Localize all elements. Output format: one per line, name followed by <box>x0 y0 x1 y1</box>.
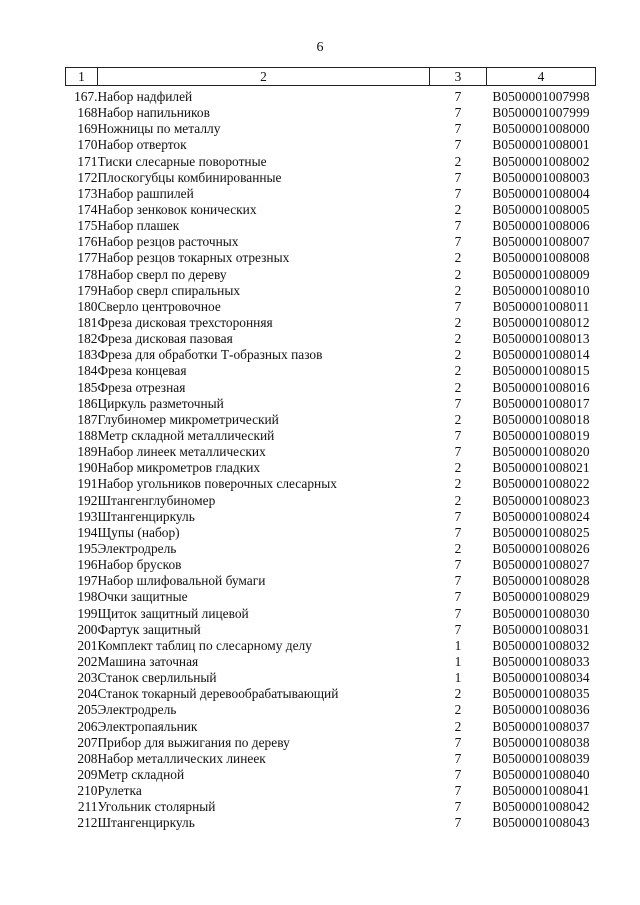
table-row <box>66 654 596 670</box>
item-quantity: 7 <box>454 605 462 621</box>
table-row <box>66 622 596 638</box>
row-number: 189 <box>77 444 98 460</box>
row-number: 208 <box>77 750 98 766</box>
row-number: 167. <box>74 89 98 105</box>
table-row <box>66 234 596 250</box>
item-name: Фартук защитный <box>97 621 201 637</box>
row-number: 176 <box>77 234 98 250</box>
row-number: 183 <box>77 347 98 363</box>
item-name: Плоскогубцы комбинированные <box>97 169 282 185</box>
column-header-code: 4 <box>487 68 596 86</box>
item-name: Комплект таблиц по слесарному делу <box>97 637 312 653</box>
table-row <box>66 638 596 654</box>
row-number: 184 <box>77 363 98 379</box>
table-row <box>66 170 596 186</box>
table-row <box>66 363 596 379</box>
row-number: 200 <box>77 621 98 637</box>
item-name: Набор рашпилей <box>97 185 194 201</box>
item-quantity: 2 <box>454 411 462 427</box>
row-number: 191 <box>77 476 98 492</box>
item-quantity: 2 <box>454 331 462 347</box>
table-row <box>66 718 596 734</box>
table-row <box>66 573 596 589</box>
row-number: 179 <box>77 282 98 298</box>
row-number: 170 <box>77 137 98 153</box>
item-code: B0500001008036 <box>492 702 590 718</box>
item-name: Штангенциркуль <box>97 815 195 831</box>
item-code: B0500001008010 <box>492 282 590 298</box>
item-quantity: 2 <box>454 266 462 282</box>
item-code: B0500001008022 <box>492 476 590 492</box>
item-quantity: 2 <box>454 363 462 379</box>
row-number: 177 <box>77 250 98 266</box>
table-row <box>66 783 596 799</box>
item-code: B0500001008001 <box>492 137 590 153</box>
item-code: B0500001008004 <box>492 185 590 201</box>
item-name: Набор напильников <box>97 105 210 121</box>
item-code: B0500001008028 <box>492 573 590 589</box>
table-row <box>66 347 596 363</box>
item-code: B0500001008042 <box>492 799 590 815</box>
row-number: 205 <box>77 702 98 718</box>
item-quantity: 2 <box>454 460 462 476</box>
item-quantity: 2 <box>454 315 462 331</box>
table-row <box>66 412 596 428</box>
row-number: 181 <box>77 315 98 331</box>
table-row <box>66 670 596 686</box>
item-name: Сверло центровочное <box>97 298 221 314</box>
item-quantity: 7 <box>454 557 462 573</box>
item-quantity: 2 <box>454 347 462 363</box>
table-row <box>66 331 596 347</box>
table-row <box>66 86 596 106</box>
table-row <box>66 444 596 460</box>
item-code: B0500001007998 <box>492 89 590 105</box>
item-quantity: 7 <box>454 573 462 589</box>
item-quantity: 7 <box>454 218 462 234</box>
row-number: 197 <box>77 573 98 589</box>
item-code: B0500001008043 <box>492 815 590 831</box>
table-row <box>66 154 596 170</box>
item-code: B0500001008015 <box>492 363 590 379</box>
item-code: B0500001008033 <box>492 653 590 669</box>
table-row <box>66 815 596 831</box>
item-quantity: 7 <box>454 169 462 185</box>
row-number: 185 <box>77 379 98 395</box>
item-name: Фреза дисковая трехсторонняя <box>97 315 273 331</box>
item-code: B0500001008037 <box>492 718 590 734</box>
row-number: 210 <box>77 783 98 799</box>
item-quantity: 2 <box>454 686 462 702</box>
row-number: 202 <box>77 653 98 669</box>
table-row <box>66 525 596 541</box>
item-code: B0500001008039 <box>492 750 590 766</box>
column-header-quantity: 3 <box>430 68 487 86</box>
item-quantity: 2 <box>454 541 462 556</box>
item-name: Электродрель <box>97 541 177 556</box>
item-quantity: 7 <box>454 428 462 444</box>
item-name: Угольник столярный <box>97 799 216 815</box>
table-row <box>66 509 596 525</box>
table-row <box>66 735 596 751</box>
row-number: 204 <box>77 686 98 702</box>
item-name: Щиток защитный лицевой <box>97 605 249 621</box>
item-name: Метр складной металлический <box>97 428 275 444</box>
item-quantity: 7 <box>454 137 462 153</box>
item-code: B0500001008018 <box>492 411 590 427</box>
table-row <box>66 250 596 266</box>
item-code: B0500001008019 <box>492 428 590 444</box>
table-row <box>66 460 596 476</box>
item-name: Набор сверл спиральных <box>97 282 241 298</box>
item-name: Станок сверлильный <box>97 670 217 686</box>
item-quantity: 7 <box>454 121 462 137</box>
row-number: 192 <box>77 492 98 508</box>
table-row <box>66 751 596 767</box>
row-number: 180 <box>77 298 98 314</box>
item-code: B0500001008009 <box>492 266 590 282</box>
table-row <box>66 541 596 557</box>
item-code: B0500001008011 <box>492 298 590 314</box>
item-code: B0500001007999 <box>492 105 590 121</box>
table-row <box>66 380 596 396</box>
row-number: 168 <box>77 105 98 121</box>
table-row <box>66 137 596 153</box>
row-number: 209 <box>77 766 98 782</box>
item-name: Набор плашек <box>97 218 180 234</box>
item-code: B0500001008024 <box>492 508 590 524</box>
item-quantity: 7 <box>454 524 462 540</box>
row-number: 193 <box>77 508 98 524</box>
item-name: Набор брусков <box>97 557 182 573</box>
item-code: B0500001008005 <box>492 202 590 218</box>
item-name: Машина заточная <box>97 653 199 669</box>
item-name: Набор металлических линеек <box>97 750 266 766</box>
table-row <box>66 686 596 702</box>
item-name: Штангенциркуль <box>97 508 195 524</box>
row-number: 194 <box>77 524 98 540</box>
item-quantity: 1 <box>454 637 462 653</box>
item-name: Прибор для выжигания по дереву <box>97 734 290 750</box>
table-row <box>66 799 596 815</box>
item-quantity: 7 <box>454 395 462 411</box>
row-number: 199 <box>77 605 98 621</box>
item-quantity: 2 <box>454 492 462 508</box>
row-number: 175 <box>77 218 98 234</box>
row-number: 182 <box>77 331 98 347</box>
item-quantity: 7 <box>454 508 462 524</box>
table-row <box>66 767 596 783</box>
item-quantity: 7 <box>454 734 462 750</box>
table-row <box>66 283 596 299</box>
item-quantity: 7 <box>454 783 462 799</box>
row-number: 212 <box>77 815 98 831</box>
row-number: 186 <box>77 395 98 411</box>
row-number: 188 <box>77 428 98 444</box>
item-quantity: 1 <box>454 653 462 669</box>
item-code: B0500001008040 <box>492 766 590 782</box>
table-row <box>66 702 596 718</box>
item-code: B0500001008029 <box>492 589 590 605</box>
row-number: 187 <box>77 411 98 427</box>
item-code: B0500001008008 <box>492 250 590 266</box>
item-name: Набор надфилей <box>97 89 193 105</box>
item-quantity: 1 <box>454 670 462 686</box>
row-number: 195 <box>77 541 98 556</box>
item-name: Рулетка <box>97 783 142 799</box>
row-number: 203 <box>77 670 98 686</box>
items-table <box>65 67 596 831</box>
row-number: 169 <box>77 121 98 137</box>
item-name: Набор микрометров гладких <box>97 460 261 476</box>
item-quantity: 7 <box>454 105 462 121</box>
item-name: Электродрель <box>97 702 177 718</box>
table-row <box>66 557 596 573</box>
item-code: B0500001008026 <box>492 541 590 556</box>
item-quantity: 2 <box>454 153 462 169</box>
row-number: 190 <box>77 460 98 476</box>
item-name: Набор отверток <box>97 137 187 153</box>
row-number: 174 <box>77 202 98 218</box>
item-quantity: 2 <box>454 476 462 492</box>
row-number: 173 <box>77 185 98 201</box>
item-name: Глубиномер микрометрический <box>97 411 279 427</box>
table-row <box>66 299 596 315</box>
item-name: Ножницы по металлу <box>97 121 221 137</box>
item-name: Станок токарный деревообрабатывающий <box>97 686 339 702</box>
table-row <box>66 606 596 622</box>
item-quantity: 7 <box>454 234 462 250</box>
item-code: B0500001008006 <box>492 218 590 234</box>
item-quantity: 7 <box>454 815 462 831</box>
row-number: 201 <box>77 637 98 653</box>
item-name: Набор зенковок конических <box>97 202 257 218</box>
table-row <box>66 396 596 412</box>
item-code: B0500001008027 <box>492 557 590 573</box>
item-name: Метр складной <box>97 766 185 782</box>
table-row <box>66 218 596 234</box>
item-quantity: 7 <box>454 766 462 782</box>
row-number: 171 <box>77 153 98 169</box>
item-code: B0500001008034 <box>492 670 590 686</box>
item-name: Фреза отрезная <box>97 379 186 395</box>
item-code: B0500001008035 <box>492 686 590 702</box>
row-number: 172 <box>77 169 98 185</box>
item-name: Фреза дисковая пазовая <box>97 331 233 347</box>
table-row <box>66 105 596 121</box>
item-code: B0500001008000 <box>492 121 590 137</box>
item-quantity: 7 <box>454 185 462 201</box>
item-quantity: 7 <box>454 444 462 460</box>
item-code: B0500001008007 <box>492 234 590 250</box>
table-row <box>66 476 596 492</box>
row-number: 207 <box>77 734 98 750</box>
item-code: B0500001008003 <box>492 169 590 185</box>
item-code: B0500001008023 <box>492 492 590 508</box>
item-code: B0500001008016 <box>492 379 590 395</box>
item-name: Щупы (набор) <box>97 524 180 540</box>
item-name: Фреза для обработки Т-образных пазов <box>97 347 323 363</box>
item-name: Штангенглубиномер <box>97 492 216 508</box>
item-quantity: 7 <box>454 799 462 815</box>
table-row <box>66 202 596 218</box>
column-header-number: 1 <box>66 68 98 86</box>
table-row <box>66 493 596 509</box>
item-name: Набор шлифовальной бумаги <box>97 573 266 589</box>
item-name: Тиски слесарные поворотные <box>97 153 267 169</box>
item-code: B0500001008012 <box>492 315 590 331</box>
item-quantity: 7 <box>454 89 462 105</box>
table-row <box>66 267 596 283</box>
item-code: B0500001008014 <box>492 347 590 363</box>
item-quantity: 2 <box>454 202 462 218</box>
item-code: B0500001008013 <box>492 331 590 347</box>
row-number: 178 <box>77 266 98 282</box>
item-code: B0500001008031 <box>492 621 590 637</box>
table-row <box>66 315 596 331</box>
table-row <box>66 121 596 137</box>
item-quantity: 7 <box>454 298 462 314</box>
table-row <box>66 428 596 444</box>
item-code: B0500001008025 <box>492 524 590 540</box>
item-quantity: 7 <box>454 750 462 766</box>
item-quantity: 2 <box>454 282 462 298</box>
column-header-name: 2 <box>98 68 430 86</box>
item-code: B0500001008020 <box>492 444 590 460</box>
row-number: 211 <box>77 799 98 815</box>
item-code: B0500001008030 <box>492 605 590 621</box>
item-code: B0500001008041 <box>492 783 590 799</box>
table-row <box>66 186 596 202</box>
item-name: Набор резцов расточных <box>97 234 239 250</box>
page-number: 6 <box>316 40 324 55</box>
table-row <box>66 589 596 605</box>
item-name: Набор угольников поверочных слесарных <box>97 476 337 492</box>
item-name: Электропаяльник <box>97 718 198 734</box>
table-body <box>66 86 596 832</box>
row-number: 206 <box>77 718 98 734</box>
item-quantity: 2 <box>454 718 462 734</box>
item-code: B0500001008032 <box>492 637 590 653</box>
item-quantity: 2 <box>454 250 462 266</box>
item-name: Набор сверл по дереву <box>97 266 227 282</box>
item-code: B0500001008002 <box>492 153 590 169</box>
row-number: 198 <box>77 589 98 605</box>
item-code: B0500001008038 <box>492 734 590 750</box>
item-name: Очки защитные <box>97 589 188 605</box>
item-quantity: 7 <box>454 621 462 637</box>
row-number: 196 <box>77 557 98 573</box>
item-quantity: 2 <box>454 379 462 395</box>
item-quantity: 7 <box>454 589 462 605</box>
table-header-row <box>66 68 596 86</box>
item-code: B0500001008017 <box>492 395 590 411</box>
item-name: Фреза концевая <box>97 363 187 379</box>
item-name: Циркуль разметочный <box>97 395 224 411</box>
item-name: Набор линеек металлических <box>97 444 266 460</box>
item-code: B0500001008021 <box>492 460 590 476</box>
item-quantity: 2 <box>454 702 462 718</box>
item-name: Набор резцов токарных отрезных <box>97 250 290 266</box>
